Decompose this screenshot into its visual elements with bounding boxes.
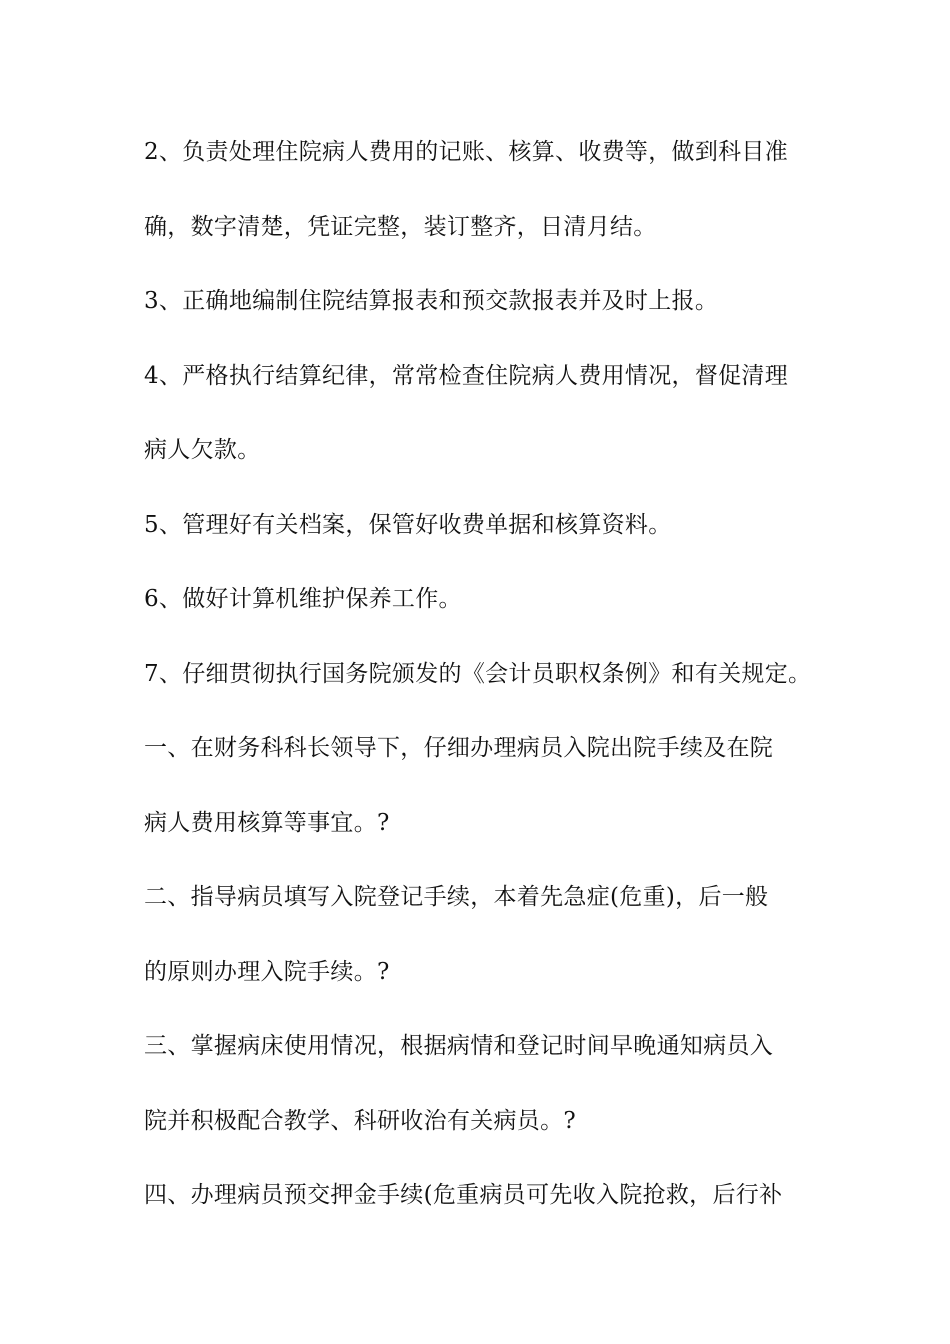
document-body <box>144 132 824 1250</box>
text-line-5-item: 5、管理好有关档案，保管好收费单据和核算资料。 <box>144 511 672 538</box>
text-line-section-1-start: 一、在财务科科长领导下，仔细办理病员入院出院手续及在院 <box>144 735 774 761</box>
text-line-section-1-end: 病人费用核算等事宜。? <box>144 809 390 836</box>
text-line-section-2-end: 的原则办理入院手续。? <box>144 958 390 985</box>
text-line-7-item: 7、仔细贯彻执行国务院颁发的《会计员职权条例》和有关规定。 <box>144 660 812 687</box>
text-line-3-item: 3、正确地编制住院结算报表和预交款报表并及时上报。 <box>144 288 719 314</box>
text-line-section-3-start: 三、掌握病床使用情况，根据病情和登记时间早晚通知病员入 <box>144 1033 774 1059</box>
text-line-6-item: 6、做好计算机维护保养工作。 <box>144 586 462 612</box>
text-line-section-2-start: 二、指导病员填写入院登记手续，本着先急症(危重)，后一般 <box>144 884 769 910</box>
text-line-section-3-end: 院并积极配合教学、科研收治有关病员。? <box>144 1107 577 1134</box>
text-line-2-item-start: 2、负责处理住院病人费用的记账、核算、收费等，做到科目准 <box>144 139 789 165</box>
text-line-4-item-end: 病人欠款。 <box>144 437 261 463</box>
text-line-2-item-end: 确，数字清楚，凭证完整，装订整齐，日清月结。 <box>144 213 657 240</box>
text-line-4-item-start: 4、严格执行结算纪律，常常检查住院病人费用情况，督促清理 <box>144 362 789 389</box>
text-line-section-4-start: 四、办理病员预交押金手续(危重病员可先收入院抢救，后行补 <box>144 1182 783 1208</box>
